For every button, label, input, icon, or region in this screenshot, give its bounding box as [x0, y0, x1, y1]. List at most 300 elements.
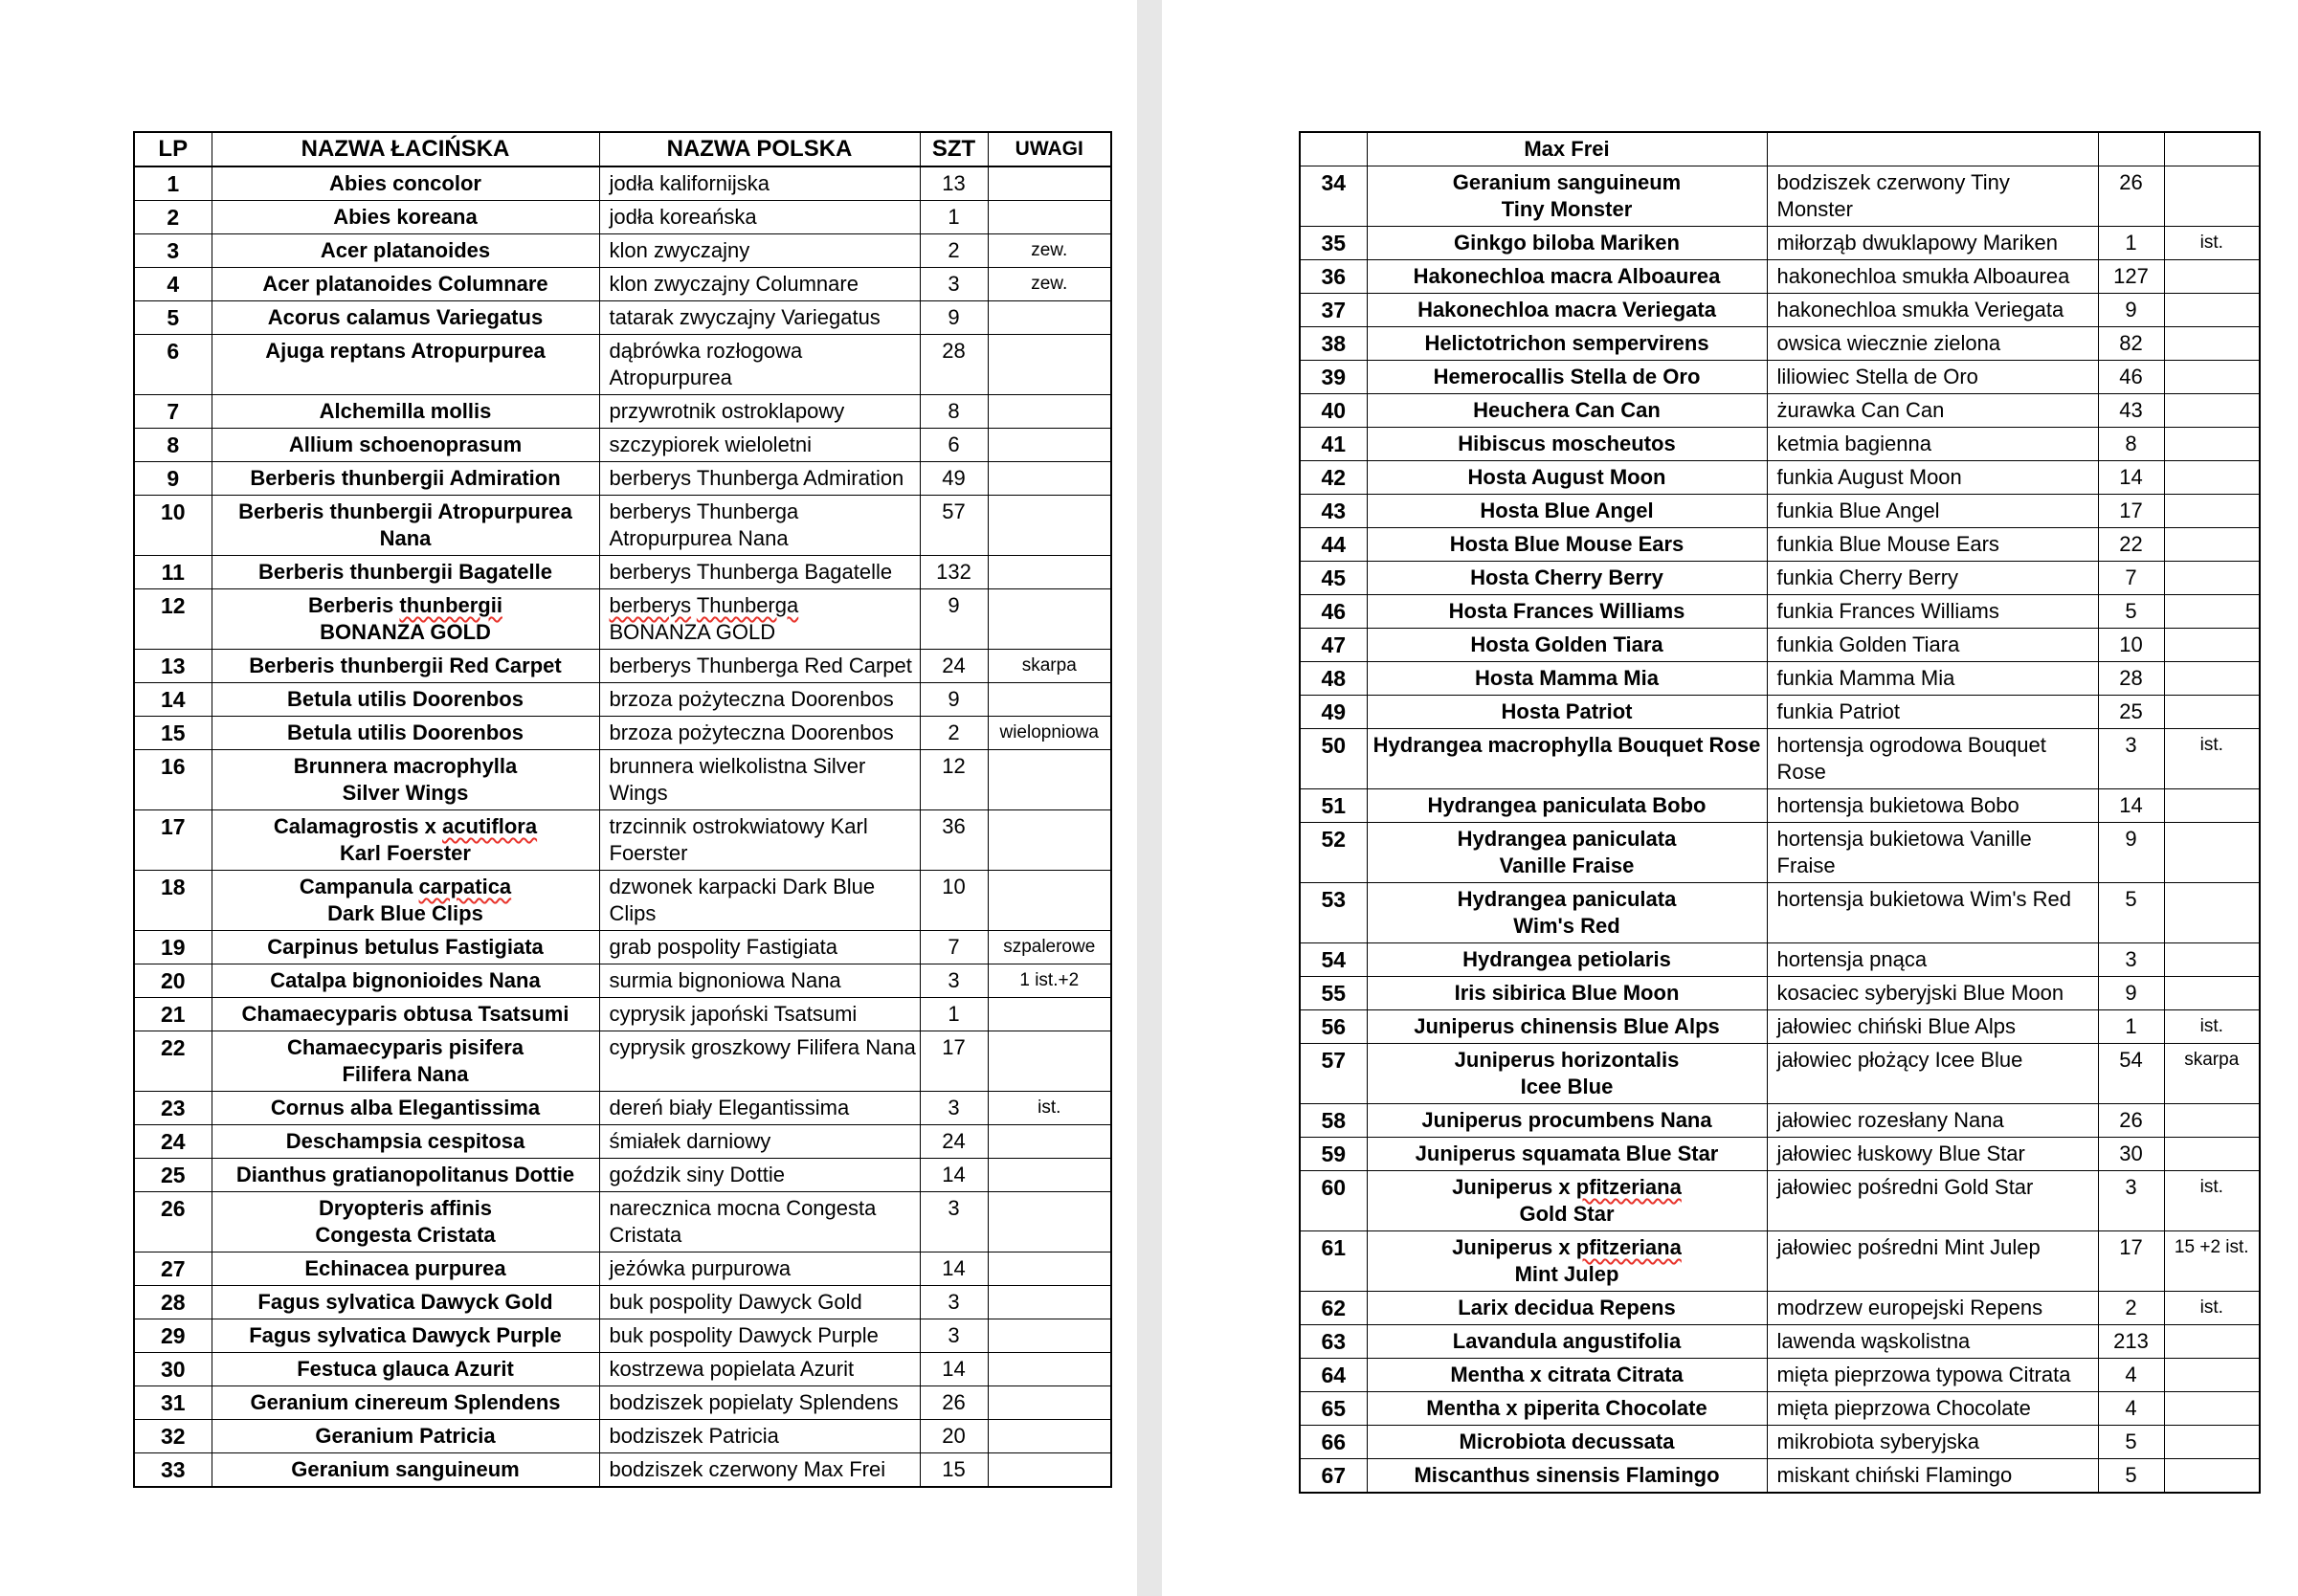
- cell-line: [2169, 263, 2256, 290]
- cell-line: 1: [948, 205, 960, 229]
- table-row: [1300, 327, 2260, 361]
- remarks-cell: [2164, 696, 2260, 729]
- latin-name-cell: [1367, 361, 1767, 394]
- quantity-cell: [2098, 823, 2164, 883]
- lp-cell: [1300, 1292, 1367, 1325]
- table-row: [134, 429, 1111, 462]
- remarks-cell: [988, 166, 1111, 201]
- spellcheck-squiggle: berberys: [609, 593, 692, 617]
- polish-name-cell: [1767, 977, 2098, 1010]
- cell-line: [993, 1356, 1107, 1383]
- lp-cell: [1300, 528, 1367, 562]
- latin-name-cell: [212, 589, 599, 650]
- table-row: [134, 166, 1111, 201]
- cell-line: Dryopteris affinis: [319, 1196, 492, 1220]
- latin-name-cell: [1367, 1359, 1767, 1392]
- lp-cell: [134, 1453, 212, 1488]
- cell-line: Chamaecyparis pisifera: [286, 1035, 524, 1059]
- lp-cell: [1300, 662, 1367, 696]
- cell-line: 41: [1321, 432, 1347, 456]
- cell-line: [2169, 826, 2256, 853]
- cell-line: berberys Thunberga Bagatelle: [609, 560, 893, 584]
- cell-line: 7: [2125, 565, 2137, 589]
- remarks-cell: [988, 1159, 1111, 1192]
- lp-cell: [134, 589, 212, 650]
- cell-line: 59: [1321, 1142, 1347, 1166]
- cell-line: Atropurpurea Nana: [609, 526, 789, 550]
- cell-line: [2169, 565, 2256, 591]
- latin-name-cell: [1367, 294, 1767, 327]
- cell-line: 20: [942, 1424, 966, 1448]
- cell-line: liliowiec Stella de Oro: [1776, 365, 1978, 388]
- cell-line: Dianthus gratianopolitanus Dottie: [235, 1163, 575, 1186]
- polish-name-cell: [1767, 528, 2098, 562]
- latin-name-cell: [212, 1125, 599, 1159]
- table-row: [134, 1252, 1111, 1286]
- latin-name-cell: [1367, 1171, 1767, 1231]
- cell-line: [610, 592, 916, 619]
- cell-line: Ginkgo biloba Mariken: [1454, 231, 1680, 255]
- cell-line: [2169, 598, 2256, 625]
- table-row: [134, 1125, 1111, 1159]
- polish-name-cell: [599, 1031, 920, 1092]
- cell-line: 2: [2125, 1296, 2137, 1319]
- cell-line: Vanille Fraise: [1499, 853, 1635, 877]
- polish-name-cell: [599, 1125, 920, 1159]
- remarks-cell: [988, 650, 1111, 683]
- remarks-cell: [2164, 1359, 2260, 1392]
- cell-line: [2169, 886, 2256, 913]
- cell-line: Alchemilla mollis: [319, 399, 492, 423]
- table-row: [1300, 394, 2260, 428]
- cell-line: Rose: [1776, 760, 1826, 784]
- lp-cell: [1300, 166, 1367, 227]
- cell-line: funkia Golden Tiara: [1776, 632, 1960, 656]
- cell-line: 43: [2119, 398, 2143, 422]
- cell-line: 61: [1321, 1235, 1347, 1260]
- lp-cell: [134, 650, 212, 683]
- cell-line: 9: [2125, 298, 2137, 321]
- cell-line: Hosta Frances Williams: [1448, 599, 1685, 623]
- cell-line: [2169, 498, 2256, 524]
- quantity-cell: [2098, 562, 2164, 595]
- quantity-cell: [2098, 166, 2164, 227]
- quantity-cell: [2098, 729, 2164, 789]
- cell-line: funkia August Moon: [1776, 465, 1962, 489]
- remarks-cell: [2164, 883, 2260, 943]
- cell-line: Juniperus chinensis Blue Alps: [1414, 1014, 1720, 1038]
- polish-name-cell: [1767, 1292, 2098, 1325]
- table-row: [134, 1453, 1111, 1488]
- cell-line: ist.: [2199, 1177, 2223, 1197]
- latin-name-cell: [1367, 696, 1767, 729]
- cell-line: 63: [1321, 1329, 1347, 1354]
- cell-line: 1 ist.+2: [1019, 970, 1080, 990]
- cell-line: Silver Wings: [342, 781, 469, 805]
- table-row: [134, 462, 1111, 496]
- table-row: [1300, 729, 2260, 789]
- cell-line: Hydrangea paniculata: [1457, 827, 1677, 851]
- cell-line: jałowiec łuskowy Blue Star: [1776, 1142, 2025, 1165]
- latin-name-cell: [212, 234, 599, 268]
- cell-line: 32: [160, 1424, 186, 1449]
- cell-line: [2169, 531, 2256, 558]
- cell-line: 3: [2125, 1175, 2137, 1199]
- column-header-polish: NAZWA POLSKA: [599, 132, 920, 166]
- cell-line: 31: [160, 1390, 186, 1415]
- polish-name-cell: [599, 589, 920, 650]
- cell-line: 9: [2125, 827, 2137, 851]
- cell-line: Juniperus x pfitzeriana: [1452, 1235, 1682, 1259]
- table-row: [1300, 823, 2260, 883]
- polish-name-cell: [599, 429, 920, 462]
- cell-line: funkia Blue Angel: [1776, 499, 1940, 522]
- lp-cell: [1300, 461, 1367, 495]
- latin-name-cell: [212, 871, 599, 931]
- cell-line: [2169, 1141, 2256, 1167]
- table-row: [134, 1319, 1111, 1353]
- table-row: [1300, 528, 2260, 562]
- quantity-cell: [920, 1319, 988, 1353]
- polish-name-cell: [599, 1453, 920, 1488]
- cell-line: Betula utilis Doorenbos: [287, 720, 524, 744]
- latin-name-cell: [1367, 428, 1767, 461]
- polish-name-cell: [1767, 260, 2098, 294]
- cell-line: 34: [1321, 170, 1347, 195]
- cell-line: 15 +2 ist.: [2174, 1237, 2249, 1257]
- lp-cell: [134, 462, 212, 496]
- lp-cell: [1300, 294, 1367, 327]
- cell-line: Hibiscus moscheutos: [1458, 432, 1676, 455]
- latin-name-cell: [212, 1192, 599, 1252]
- latin-name-cell: [1367, 394, 1767, 428]
- cell-line: 67: [1321, 1463, 1347, 1488]
- table-row: [134, 750, 1111, 810]
- latin-name-cell: [1367, 528, 1767, 562]
- remarks-cell: [2164, 394, 2260, 428]
- table-row: [1300, 629, 2260, 662]
- latin-name-cell: [1367, 1292, 1767, 1325]
- cell-line: Geranium cinereum Splendens: [250, 1390, 561, 1414]
- table-row: [1300, 977, 2260, 1010]
- latin-name-cell: [212, 650, 599, 683]
- cell-line: 9: [948, 593, 960, 617]
- cell-line: 24: [942, 654, 966, 677]
- cell-line: 64: [1321, 1363, 1347, 1387]
- cell-line: [2169, 169, 2256, 196]
- table-row: [134, 1386, 1111, 1420]
- cell-line: 6: [167, 339, 180, 364]
- cell-line: 14: [942, 1357, 966, 1381]
- cell-line: Acer platanoides Columnare: [262, 272, 548, 296]
- lp-cell: [134, 395, 212, 429]
- cell-line: Heuchera Can Can: [1473, 398, 1661, 422]
- polish-name-cell: [599, 1159, 920, 1192]
- latin-name-cell: [1367, 562, 1767, 595]
- cell-line: 8: [167, 432, 180, 457]
- quantity-cell: [920, 931, 988, 964]
- cell-line: Geranium sanguineum: [1452, 170, 1682, 194]
- table-row: [134, 556, 1111, 589]
- table-row: [1300, 562, 2260, 595]
- cell-line: 28: [2119, 666, 2143, 690]
- plant-table-page-1-body: [134, 132, 1111, 1487]
- cell-line: 22: [2119, 532, 2143, 556]
- cell-line: 132: [936, 560, 971, 584]
- cell-line: Atropurpurea: [609, 366, 732, 389]
- cell-line: jałowiec rozesłany Nana: [1776, 1108, 2004, 1132]
- cell-line: bodziszek czerwony Max Frei: [609, 1457, 886, 1481]
- cell-line: 44: [1321, 532, 1347, 557]
- latin-name-cell: [212, 810, 599, 871]
- remarks-cell: [988, 1453, 1111, 1488]
- cell-line: lawenda wąskolistna: [1776, 1329, 1971, 1353]
- cell-line: wielopniowa: [999, 722, 1099, 743]
- cell-line: [993, 170, 1107, 197]
- cell-line: Hydrangea paniculata: [1457, 887, 1677, 911]
- cell-line: 28: [942, 339, 966, 363]
- table-row: [134, 1420, 1111, 1453]
- cell-line: [2169, 665, 2256, 692]
- remarks-cell: [2164, 166, 2260, 227]
- cell-line: [993, 1255, 1107, 1282]
- cell-line: 3: [948, 1196, 960, 1220]
- cell-line: Hakonechloa macra Alboaurea: [1413, 264, 1721, 288]
- quantity-cell: [2098, 1138, 2164, 1171]
- cell-line: [1777, 136, 2094, 163]
- latin-name-cell: [212, 395, 599, 429]
- cell-line: Mint Julep: [1514, 1262, 1619, 1286]
- cell-line: szpalerowe: [1003, 937, 1096, 957]
- cell-line: [993, 686, 1107, 713]
- cell-line: bodziszek czerwony Tiny: [1776, 170, 2010, 194]
- table-row: [134, 496, 1111, 556]
- quantity-cell: [2098, 227, 2164, 260]
- latin-name-cell: [212, 1031, 599, 1092]
- latin-name-cell: [1367, 629, 1767, 662]
- cell-line: 17: [2119, 499, 2143, 522]
- table-row: [134, 810, 1111, 871]
- remarks-cell: [988, 335, 1111, 395]
- table-row: [1300, 1044, 2260, 1104]
- cell-line: 26: [942, 1390, 966, 1414]
- spellcheck-squiggle: Thunberga: [696, 593, 799, 617]
- cell-line: 213: [2113, 1329, 2149, 1353]
- cell-line: Hydrangea petiolaris: [1462, 947, 1671, 971]
- cell-line: 17: [2119, 1235, 2143, 1259]
- lp-cell: [1300, 428, 1367, 461]
- cell-line: 5: [2125, 887, 2137, 911]
- quantity-cell: [2098, 629, 2164, 662]
- polish-name-cell: [599, 301, 920, 335]
- table-row: [1300, 1231, 2260, 1292]
- table-row: [134, 1353, 1111, 1386]
- cell-line: 17: [942, 1035, 966, 1059]
- polish-name-cell: [1767, 1010, 2098, 1044]
- lp-cell: [1300, 1392, 1367, 1426]
- cell-line: 3: [2125, 947, 2137, 971]
- cell-line: Gold Star: [1519, 1202, 1615, 1226]
- spellcheck-squiggle: pfitzeriana: [1575, 1235, 1682, 1259]
- lp-cell: [134, 1420, 212, 1453]
- cell-line: narecznica mocna Congesta: [609, 1196, 877, 1220]
- cell-line: [2169, 698, 2256, 725]
- remarks-cell: [988, 1286, 1111, 1319]
- lp-cell: [1300, 495, 1367, 528]
- cell-line: 29: [160, 1323, 186, 1348]
- cell-line: 37: [1321, 298, 1347, 322]
- cell-line: brzoza pożyteczna Doorenbos: [609, 720, 894, 744]
- cell-line: [2169, 1362, 2256, 1388]
- remarks-cell: [988, 964, 1111, 998]
- cell-line: 57: [942, 499, 966, 523]
- quantity-cell: [2098, 1231, 2164, 1292]
- latin-name-cell: [1367, 662, 1767, 696]
- cell-line: Foerster: [609, 841, 688, 865]
- cell-line: 52: [1321, 827, 1347, 852]
- cell-line: 15: [160, 720, 186, 745]
- latin-name-cell: [212, 717, 599, 750]
- remarks-cell: [2164, 1292, 2260, 1325]
- cell-line: 22: [160, 1035, 186, 1060]
- remarks-cell: [2164, 327, 2260, 361]
- lp-cell: [134, 556, 212, 589]
- quantity-cell: [920, 1159, 988, 1192]
- table-row: [1300, 662, 2260, 696]
- cell-line: [2169, 792, 2256, 819]
- cell-line: surmia bignoniowa Nana: [609, 968, 841, 992]
- cell-line: Helictotrichon sempervirens: [1424, 331, 1709, 355]
- lp-cell: [1300, 1010, 1367, 1044]
- lp-cell: [1300, 729, 1367, 789]
- cell-line: BONANZA GOLD: [320, 620, 491, 644]
- lp-cell: [1300, 562, 1367, 595]
- polish-name-cell: [1767, 1171, 2098, 1231]
- quantity-cell: [2098, 595, 2164, 629]
- table-row: [1300, 1171, 2260, 1231]
- lp-cell: [134, 301, 212, 335]
- remarks-cell: [2164, 729, 2260, 789]
- remarks-cell: [2164, 1010, 2260, 1044]
- cell-line: 14: [942, 1163, 966, 1186]
- latin-name-cell: [1367, 883, 1767, 943]
- cell-line: hakonechloa smukła Alboaurea: [1776, 264, 2070, 288]
- quantity-cell: [2098, 977, 2164, 1010]
- latin-name-cell: [1367, 943, 1767, 977]
- lp-cell: [1300, 1138, 1367, 1171]
- quantity-cell: [2098, 789, 2164, 823]
- polish-name-cell: [1767, 132, 2098, 166]
- cell-line: [993, 753, 1107, 780]
- remarks-cell: [988, 201, 1111, 234]
- cell-line: [2169, 330, 2256, 357]
- cell-line: 38: [1321, 331, 1347, 356]
- table-row: [1300, 461, 2260, 495]
- latin-name-cell: [1367, 495, 1767, 528]
- latin-name-cell: [212, 1159, 599, 1192]
- cell-line: owsica wiecznie zielona: [1776, 331, 2001, 355]
- table-header-row: [134, 132, 1111, 166]
- lp-cell: [1300, 132, 1367, 166]
- lp-cell: [1300, 361, 1367, 394]
- cell-line: [993, 1128, 1107, 1155]
- cell-line: jałowiec chiński Blue Alps: [1776, 1014, 2017, 1038]
- cell-line: Hosta Blue Angel: [1480, 499, 1654, 522]
- table-row: [134, 234, 1111, 268]
- table-row: [1300, 943, 2260, 977]
- remarks-cell: [988, 750, 1111, 810]
- lp-cell: [134, 496, 212, 556]
- cell-line: Catalpa bignonioides Nana: [270, 968, 541, 992]
- cell-line: Carpinus betulus Fastigiata: [267, 935, 544, 959]
- polish-name-cell: [1767, 361, 2098, 394]
- cell-line: Juniperus procumbens Nana: [1421, 1108, 1712, 1132]
- cell-line: Hydrangea macrophylla Bouquet Rose: [1372, 733, 1761, 757]
- cell-line: hortensja pnąca: [1776, 947, 1928, 971]
- table-row: [1300, 495, 2260, 528]
- remarks-cell: [988, 556, 1111, 589]
- quantity-cell: [2098, 327, 2164, 361]
- cell-line: bodziszek popielaty Splendens: [609, 1390, 899, 1414]
- quantity-cell: [2098, 528, 2164, 562]
- cell-line: 19: [160, 935, 186, 960]
- table-row: [1300, 1010, 2260, 1044]
- cell-line: [2169, 397, 2256, 424]
- cell-line: Hakonechloa macra Veriegata: [1417, 298, 1716, 321]
- polish-name-cell: [599, 717, 920, 750]
- polish-name-cell: [599, 1192, 920, 1252]
- cell-line: 42: [1321, 465, 1347, 490]
- polish-name-cell: [1767, 943, 2098, 977]
- table-row: [134, 717, 1111, 750]
- polish-name-cell: [1767, 696, 2098, 729]
- remarks-cell: [988, 462, 1111, 496]
- table-row: [134, 650, 1111, 683]
- polish-name-cell: [1767, 1392, 2098, 1426]
- table-row: [1300, 696, 2260, 729]
- cell-line: 47: [1321, 632, 1347, 657]
- quantity-cell: [2098, 132, 2164, 166]
- polish-name-cell: [1767, 629, 2098, 662]
- cell-line: Hosta Patriot: [1501, 699, 1633, 723]
- remarks-cell: [2164, 1459, 2260, 1494]
- cell-line: 3: [948, 1290, 960, 1314]
- cell-line: Wings: [609, 781, 668, 805]
- cell-line: Acer platanoides: [320, 238, 491, 262]
- cell-line: [993, 465, 1107, 492]
- cell-line: ist.: [2199, 233, 2223, 253]
- cell-line: [993, 1162, 1107, 1188]
- quantity-cell: [920, 1286, 988, 1319]
- remarks-cell: [2164, 528, 2260, 562]
- latin-name-cell: [1367, 166, 1767, 227]
- polish-name-cell: [1767, 1325, 2098, 1359]
- remarks-cell: [2164, 1426, 2260, 1459]
- cell-line: 5: [2125, 599, 2137, 623]
- latin-name-cell: [212, 556, 599, 589]
- polish-name-cell: [599, 395, 920, 429]
- remarks-cell: [988, 268, 1111, 301]
- cell-line: 50: [1321, 733, 1347, 758]
- latin-name-cell: [212, 931, 599, 964]
- remarks-cell: [2164, 294, 2260, 327]
- latin-name-cell: [1367, 1459, 1767, 1494]
- cell-line: 33: [160, 1457, 186, 1482]
- cell-line: [993, 432, 1107, 458]
- table-row: [134, 1031, 1111, 1092]
- cell-line: 60: [1321, 1175, 1347, 1200]
- remarks-cell: [2164, 495, 2260, 528]
